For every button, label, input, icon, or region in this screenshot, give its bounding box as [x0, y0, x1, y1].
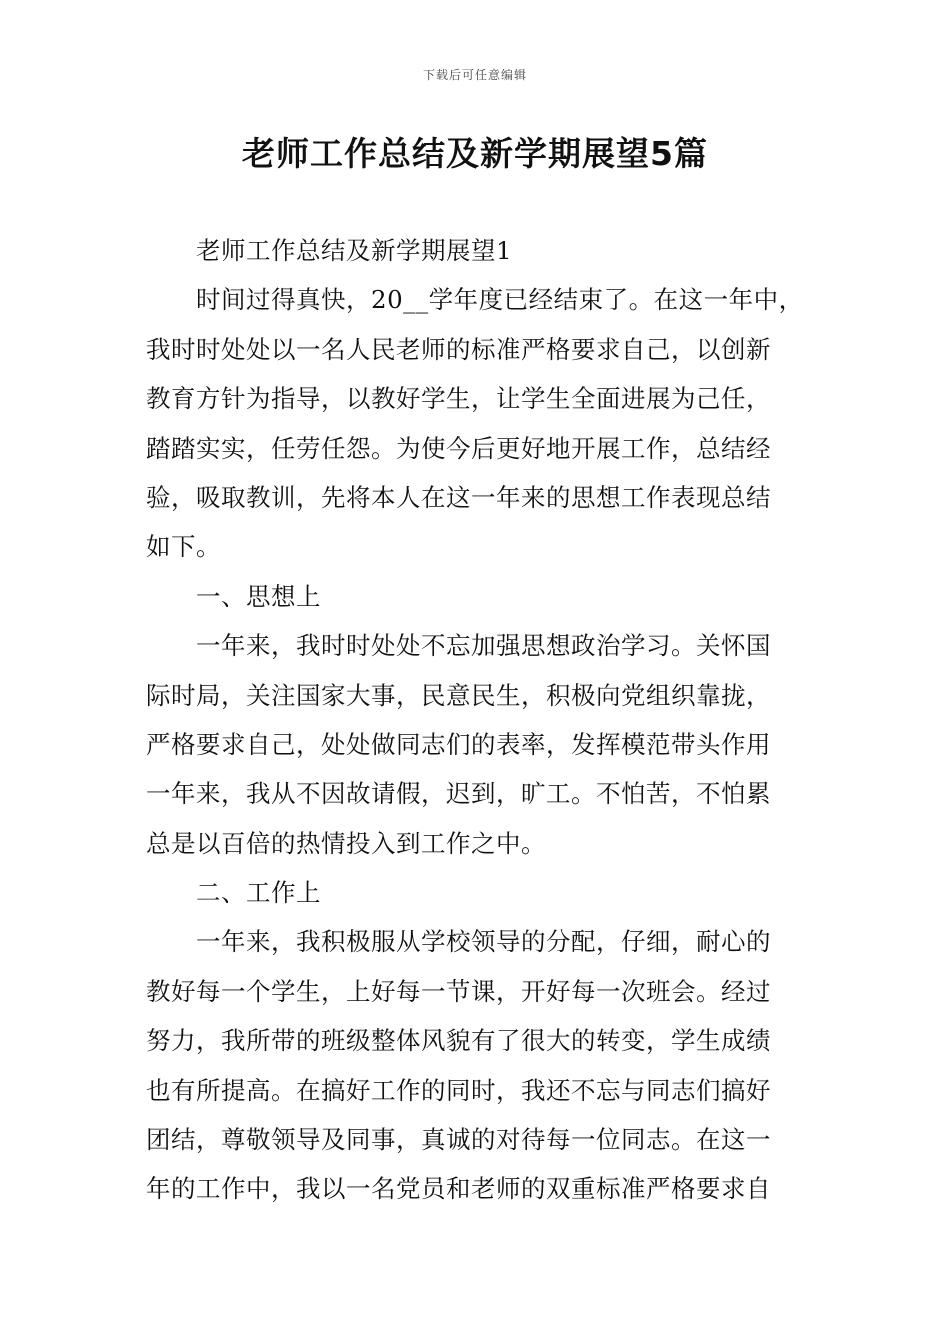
paragraph-line: 年的工作中，我以一名党员和老师的双重标准严格要求自 [146, 1174, 771, 1204]
paragraph-line: 我时时处处以一名人民老师的标准严格要求自己，以创新 [146, 334, 771, 364]
paragraph-line: 努力，我所带的班级整体风貌有了很大的转变，学生成绩 [146, 1026, 771, 1056]
paragraph-line: 团结，尊敬领导及同事，真诚的对待每一位同志。在这一 [146, 1125, 771, 1155]
body-text [146, 226, 814, 1214]
paragraph-line: 踏踏实实，任劳任怨。为使今后更好地开展工作，总结经 [146, 433, 771, 463]
paragraph-start-line: 二、工作上 [196, 878, 321, 908]
header-note: 下载后可任意编辑 [422, 68, 527, 82]
paragraph-start-line: 一、思想上 [196, 581, 321, 611]
paragraph-line: 教育方针为指导，以教好学生，让学生全面进展为己任， [146, 384, 771, 414]
paragraph-line: 也有所提高。在搞好工作的同时，我还不忘与同志们搞好 [146, 1075, 771, 1105]
document-title: 老师工作总结及新学期展望5篇 [242, 134, 708, 173]
paragraph-line: 总是以百倍的热情投入到工作之中。 [146, 828, 546, 858]
paragraph-line: 际时局，关注国家大事，民意民生，积极向党组织靠拢， [146, 680, 771, 710]
paragraph-line: 验，吸取教训，先将本人在这一年来的思想工作表现总结 [146, 482, 771, 512]
paragraph-start-line: 一年来，我时时处处不忘加强思想政治学习。关怀国 [196, 631, 771, 661]
paragraph-line: 教好每一个学生，上好每一节课，开好每一次班会。经过 [146, 976, 771, 1006]
paragraph-line: 严格要求自己，处处做同志们的表率，发挥模范带头作用 [146, 729, 771, 759]
paragraph-start-line: 老师工作总结及新学期展望1 [196, 236, 513, 265]
paragraph-start-line: 一年来，我积极服从学校领导的分配，仔细，耐心的 [196, 927, 771, 957]
paragraph-line: 如下。 [146, 532, 221, 562]
paragraph-line: 一年来，我从不因故请假，迟到，旷工。不怕苦，不怕累 [146, 779, 771, 809]
paragraph-start-line: 时间过得真快，20__学年度已经结束了。在这一年中， [196, 285, 804, 315]
